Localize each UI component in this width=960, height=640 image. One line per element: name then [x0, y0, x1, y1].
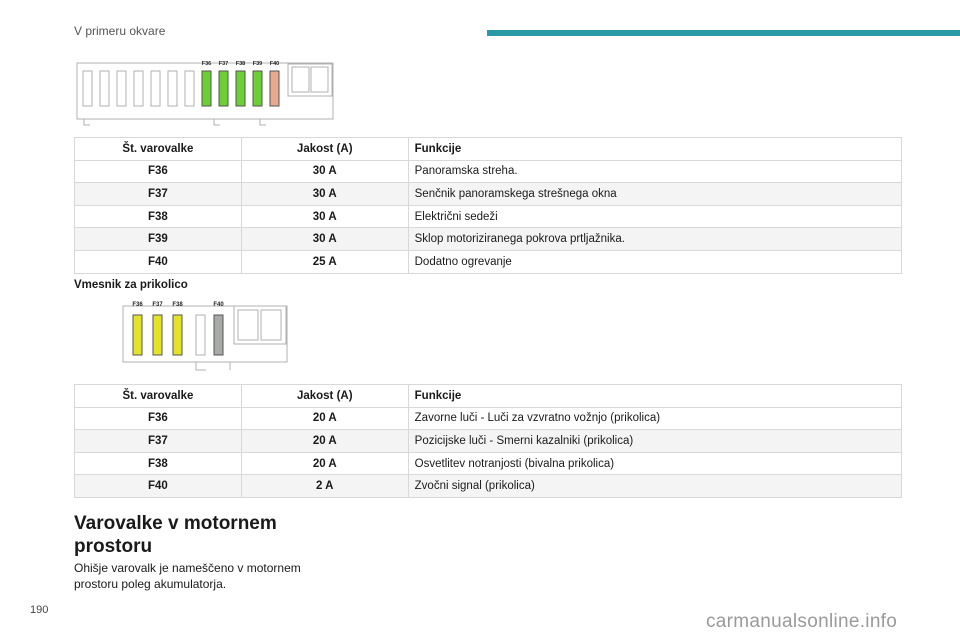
- fuse-amperage: 20 A: [241, 407, 408, 430]
- table-row: [75, 475, 902, 498]
- fuse-number: F36: [75, 160, 242, 183]
- fuse-table-main: [74, 137, 902, 274]
- fuse-table-trailer: [74, 384, 902, 498]
- fuse-number: F40: [75, 250, 242, 273]
- fuse-function: Sklop motoriziranega pokrova prtljažnika.: [408, 228, 901, 251]
- fuse-function: Dodatno ogrevanje: [408, 250, 901, 273]
- fuse-f36: [202, 71, 211, 106]
- header-amperage: Jakost (A): [241, 385, 408, 408]
- section-header: V primeru okvare: [74, 24, 166, 38]
- header-functions: Funkcije: [408, 385, 901, 408]
- header-functions: Funkcije: [408, 138, 901, 161]
- header-amperage: Jakost (A): [241, 138, 408, 161]
- diagram-label-f36: F36: [201, 61, 212, 67]
- trailer-label-f38: F38: [172, 302, 183, 308]
- fuse-number: F38: [75, 452, 242, 475]
- trailer-fuse-f40: [214, 315, 223, 355]
- fuse-amperage: 25 A: [241, 250, 408, 273]
- fuse-amperage: 2 A: [241, 475, 408, 498]
- fuse-function: Zvočni signal (prikolica): [408, 475, 901, 498]
- fuse-amperage: 30 A: [241, 183, 408, 206]
- fuse-f39: [253, 71, 262, 106]
- table-row: [75, 430, 902, 453]
- fuse-function: Osvetlitev notranjosti (bivalna prikolica): [408, 452, 901, 475]
- trailer-fuse-box-diagram: [120, 298, 292, 376]
- table-row: [75, 407, 902, 430]
- diagram-label-f39: F39: [252, 61, 263, 67]
- fuse-f37: [219, 71, 228, 106]
- trailer-label-f40: F40: [213, 302, 224, 308]
- diagram-label-f40: F40: [269, 61, 280, 67]
- fuse-f40: [270, 71, 279, 106]
- fuse-amperage: 30 A: [241, 160, 408, 183]
- header-fuse-number: Št. varovalke: [75, 385, 242, 408]
- trailer-fuse-f38: [173, 315, 182, 355]
- fuse-f38: [236, 71, 245, 106]
- fuse-function: Zavorne luči - Luči za vzvratno vožnjo (prikolica): [408, 407, 901, 430]
- trailer-label-f37: F37: [152, 302, 163, 308]
- diagram-label-f38: F38: [235, 61, 246, 67]
- fuse-function: Panoramska streha.: [408, 160, 901, 183]
- trailer-fuse-f37: [153, 315, 162, 355]
- page-number: 190: [30, 604, 49, 616]
- fuse-number: F39: [75, 228, 242, 251]
- table-row: [75, 205, 902, 228]
- section-title: Varovalke v motornem prostoru: [74, 513, 277, 557]
- fuse-number: F37: [75, 183, 242, 206]
- fuse-function: Električni sedeži: [408, 205, 901, 228]
- header-accent-bar: [487, 30, 960, 36]
- section-body: Ohišje varovalk je nameščeno v motornem prostoru poleg akumulatorja.: [74, 561, 301, 591]
- fuse-number: F37: [75, 430, 242, 453]
- table-row: [75, 250, 902, 273]
- table-row: [75, 228, 902, 251]
- fuse-function: Senčnik panoramskega strešnega okna: [408, 183, 901, 206]
- trailer-interface-heading: Vmesnik za prikolico: [74, 279, 188, 291]
- table-header-row: [75, 138, 902, 161]
- fuse-number: F40: [75, 475, 242, 498]
- header-fuse-number: Št. varovalke: [75, 138, 242, 161]
- fuse-amperage: 30 A: [241, 228, 408, 251]
- watermark: carmanualsonline.info: [706, 611, 898, 632]
- diagram-label-f37: F37: [218, 61, 229, 67]
- trailer-fuse-f36: [133, 315, 142, 355]
- fuse-number: F36: [75, 407, 242, 430]
- fuse-function: Pozicijske luči - Smerni kazalniki (prikolica): [408, 430, 901, 453]
- fuse-number: F38: [75, 205, 242, 228]
- fuse-amperage: 20 A: [241, 452, 408, 475]
- table-row: [75, 183, 902, 206]
- fuse-amperage: 20 A: [241, 430, 408, 453]
- trailer-label-f36: F36: [132, 302, 143, 308]
- table-header-row: [75, 385, 902, 408]
- table-row: [75, 160, 902, 183]
- fuse-amperage: 30 A: [241, 205, 408, 228]
- fuse-box-diagram: [74, 57, 338, 129]
- table-row: [75, 452, 902, 475]
